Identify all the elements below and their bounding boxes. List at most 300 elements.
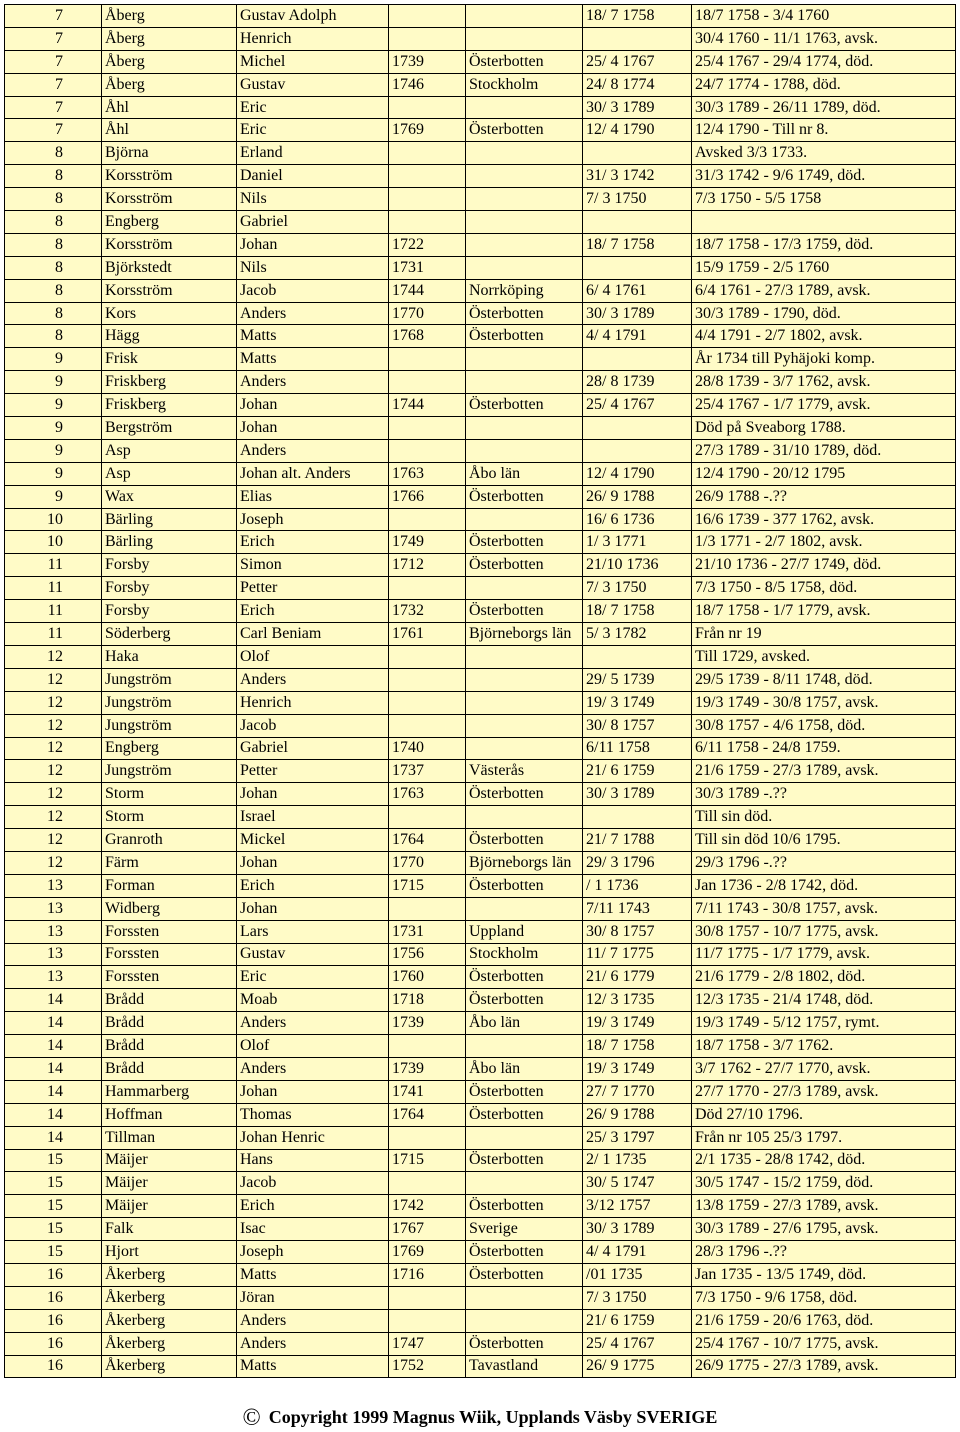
date-cell: 25/ 4 1767 (583, 50, 692, 73)
table-row (5, 1012, 956, 1035)
nr-cell: 7 (5, 27, 102, 50)
firstname-cell: Jöran (237, 1286, 389, 1309)
born-cell (389, 188, 466, 211)
table-row (5, 943, 956, 966)
table-row (5, 897, 956, 920)
born-cell: 1732 (389, 600, 466, 623)
surname-cell: Åkerberg (102, 1286, 237, 1309)
table-row (5, 371, 956, 394)
born-cell (389, 714, 466, 737)
born-cell (389, 142, 466, 165)
born-cell (389, 371, 466, 394)
date-cell: 7/ 3 1750 (583, 577, 692, 600)
table-row (5, 1172, 956, 1195)
born-cell: 1722 (389, 233, 466, 256)
nr-cell: 13 (5, 874, 102, 897)
table-row (5, 1103, 956, 1126)
date-cell: 26/ 9 1788 (583, 1103, 692, 1126)
copyright-icon: © (242, 1405, 261, 1431)
date-cell (583, 806, 692, 829)
surname-cell: Wax (102, 485, 237, 508)
nr-cell: 8 (5, 233, 102, 256)
nr-cell: 7 (5, 5, 102, 28)
nr-cell: 9 (5, 485, 102, 508)
nr-cell: 11 (5, 600, 102, 623)
table-row (5, 691, 956, 714)
firstname-cell: Erich (237, 874, 389, 897)
origin-cell: Österbotten (466, 1332, 583, 1355)
service-cell: 21/10 1736 - 27/7 1749, död. (692, 554, 956, 577)
service-cell: 31/3 1742 - 9/6 1749, död. (692, 165, 956, 188)
surname-cell: Haka (102, 645, 237, 668)
origin-cell: Österbotten (466, 119, 583, 142)
date-cell: 7/11 1743 (583, 897, 692, 920)
firstname-cell: Johan (237, 783, 389, 806)
origin-cell: Åbo län (466, 462, 583, 485)
surname-cell: Engberg (102, 211, 237, 234)
firstname-cell: Anders (237, 439, 389, 462)
firstname-cell: Mickel (237, 829, 389, 852)
surname-cell: Åberg (102, 5, 237, 28)
surname-cell: Bergström (102, 417, 237, 440)
surname-cell: Storm (102, 806, 237, 829)
firstname-cell: Johan (237, 851, 389, 874)
table-row (5, 439, 956, 462)
table-row (5, 462, 956, 485)
born-cell (389, 27, 466, 50)
origin-cell: Österbotten (466, 1195, 583, 1218)
firstname-cell: Johan Henric (237, 1126, 389, 1149)
service-cell: Jan 1736 - 2/8 1742, död. (692, 874, 956, 897)
origin-cell (466, 577, 583, 600)
nr-cell: 9 (5, 394, 102, 417)
origin-cell: Österbotten (466, 325, 583, 348)
origin-cell (466, 508, 583, 531)
date-cell: 24/ 8 1774 (583, 73, 692, 96)
date-cell: 21/ 6 1759 (583, 760, 692, 783)
origin-cell (466, 668, 583, 691)
firstname-cell: Simon (237, 554, 389, 577)
surname-cell: Jungström (102, 691, 237, 714)
service-cell: 16/6 1739 - 377 1762, avsk. (692, 508, 956, 531)
service-cell: 30/3 1789 - 27/6 1795, avsk. (692, 1218, 956, 1241)
origin-cell (466, 1126, 583, 1149)
nr-cell: 8 (5, 279, 102, 302)
born-cell: 1740 (389, 737, 466, 760)
surname-cell: Mäijer (102, 1149, 237, 1172)
service-cell: 3/7 1762 - 27/7 1770, avsk. (692, 1057, 956, 1080)
nr-cell: 11 (5, 623, 102, 646)
date-cell: 21/ 7 1788 (583, 829, 692, 852)
surname-cell: Hoffman (102, 1103, 237, 1126)
firstname-cell: Jacob (237, 1172, 389, 1195)
service-cell: 18/7 1758 - 3/4 1760 (692, 5, 956, 28)
born-cell: 1766 (389, 485, 466, 508)
origin-cell: Stockholm (466, 943, 583, 966)
firstname-cell: Matts (237, 348, 389, 371)
service-cell: 19/3 1749 - 30/8 1757, avsk. (692, 691, 956, 714)
firstname-cell: Moab (237, 989, 389, 1012)
surname-cell: Kors (102, 302, 237, 325)
born-cell: 1739 (389, 1057, 466, 1080)
born-cell: 1764 (389, 829, 466, 852)
date-cell: 27/ 7 1770 (583, 1080, 692, 1103)
table-row (5, 966, 956, 989)
born-cell (389, 691, 466, 714)
nr-cell: 8 (5, 302, 102, 325)
nr-cell: 14 (5, 1012, 102, 1035)
origin-cell (466, 371, 583, 394)
table-row (5, 394, 956, 417)
nr-cell: 12 (5, 737, 102, 760)
firstname-cell: Nils (237, 188, 389, 211)
table-row (5, 531, 956, 554)
table-row (5, 1286, 956, 1309)
table-row (5, 1057, 956, 1080)
surname-cell: Engberg (102, 737, 237, 760)
firstname-cell: Lars (237, 920, 389, 943)
service-cell: Jan 1735 - 13/5 1749, död. (692, 1263, 956, 1286)
surname-cell: Åkerberg (102, 1355, 237, 1378)
firstname-cell: Johan (237, 233, 389, 256)
nr-cell: 7 (5, 119, 102, 142)
origin-cell (466, 142, 583, 165)
date-cell: 21/10 1736 (583, 554, 692, 577)
nr-cell: 12 (5, 806, 102, 829)
origin-cell: Åbo län (466, 1057, 583, 1080)
service-cell: 7/3 1750 - 5/5 1758 (692, 188, 956, 211)
service-cell (692, 211, 956, 234)
surname-cell: Forsby (102, 577, 237, 600)
firstname-cell: Isac (237, 1218, 389, 1241)
origin-cell (466, 27, 583, 50)
date-cell: 28/ 8 1739 (583, 371, 692, 394)
surname-cell: Asp (102, 462, 237, 485)
firstname-cell: Johan (237, 897, 389, 920)
born-cell: 1763 (389, 783, 466, 806)
service-cell: 24/7 1774 - 1788, död. (692, 73, 956, 96)
born-cell: 1718 (389, 989, 466, 1012)
service-cell: År 1734 till Pyhäjoki komp. (692, 348, 956, 371)
born-cell: 1744 (389, 279, 466, 302)
service-cell: 4/4 1791 - 2/7 1802, avsk. (692, 325, 956, 348)
service-cell: 28/8 1739 - 3/7 1762, avsk. (692, 371, 956, 394)
firstname-cell: Johan (237, 417, 389, 440)
service-cell: Avsked 3/3 1733. (692, 142, 956, 165)
born-cell: 1768 (389, 325, 466, 348)
date-cell: 19/ 3 1749 (583, 691, 692, 714)
nr-cell: 8 (5, 142, 102, 165)
date-cell: 18/ 7 1758 (583, 1035, 692, 1058)
firstname-cell: Gabriel (237, 211, 389, 234)
nr-cell: 8 (5, 165, 102, 188)
origin-cell: Österbotten (466, 829, 583, 852)
surname-cell: Korsström (102, 165, 237, 188)
born-cell (389, 1286, 466, 1309)
table-row (5, 1309, 956, 1332)
born-cell: 1767 (389, 1218, 466, 1241)
firstname-cell: Matts (237, 1263, 389, 1286)
firstname-cell: Elias (237, 485, 389, 508)
born-cell: 1731 (389, 920, 466, 943)
surname-cell: Storm (102, 783, 237, 806)
firstname-cell: Daniel (237, 165, 389, 188)
origin-cell: Björneborgs län (466, 851, 583, 874)
surname-cell: Hägg (102, 325, 237, 348)
firstname-cell: Olof (237, 645, 389, 668)
origin-cell: Österbotten (466, 302, 583, 325)
born-cell: 1739 (389, 1012, 466, 1035)
nr-cell: 16 (5, 1263, 102, 1286)
nr-cell: 12 (5, 851, 102, 874)
date-cell: 25/ 3 1797 (583, 1126, 692, 1149)
date-cell: 7/ 3 1750 (583, 188, 692, 211)
table-row (5, 279, 956, 302)
nr-cell: 11 (5, 577, 102, 600)
nr-cell: 13 (5, 966, 102, 989)
origin-cell: Österbotten (466, 485, 583, 508)
nr-cell: 14 (5, 1080, 102, 1103)
firstname-cell: Nils (237, 256, 389, 279)
date-cell: 21/ 6 1759 (583, 1309, 692, 1332)
service-cell: 21/6 1759 - 27/3 1789, avsk. (692, 760, 956, 783)
table-row (5, 577, 956, 600)
service-cell: 18/7 1758 - 17/3 1759, död. (692, 233, 956, 256)
born-cell: 1770 (389, 851, 466, 874)
origin-cell: Österbotten (466, 874, 583, 897)
date-cell: 4/ 4 1791 (583, 325, 692, 348)
date-cell: 6/11 1758 (583, 737, 692, 760)
origin-cell: Björneborgs län (466, 623, 583, 646)
surname-cell: Mäijer (102, 1172, 237, 1195)
surname-cell: Åkerberg (102, 1332, 237, 1355)
born-cell (389, 1309, 466, 1332)
surname-cell: Forssten (102, 966, 237, 989)
nr-cell: 14 (5, 989, 102, 1012)
firstname-cell: Erich (237, 1195, 389, 1218)
table-row (5, 508, 956, 531)
date-cell: 12/ 3 1735 (583, 989, 692, 1012)
surname-cell: Brådd (102, 1035, 237, 1058)
service-cell: 25/4 1767 - 10/7 1775, avsk. (692, 1332, 956, 1355)
born-cell (389, 806, 466, 829)
date-cell: 11/ 7 1775 (583, 943, 692, 966)
date-cell: 16/ 6 1736 (583, 508, 692, 531)
date-cell: 29/ 3 1796 (583, 851, 692, 874)
table-row (5, 417, 956, 440)
surname-cell: Forssten (102, 920, 237, 943)
born-cell: 1715 (389, 1149, 466, 1172)
nr-cell: 13 (5, 943, 102, 966)
origin-cell: Norrköping (466, 279, 583, 302)
firstname-cell: Thomas (237, 1103, 389, 1126)
service-cell: Till sin död. (692, 806, 956, 829)
nr-cell: 8 (5, 256, 102, 279)
firstname-cell: Hans (237, 1149, 389, 1172)
nr-cell: 15 (5, 1195, 102, 1218)
firstname-cell: Gustav Adolph (237, 5, 389, 28)
service-cell: 25/4 1767 - 29/4 1774, död. (692, 50, 956, 73)
date-cell: 1/ 3 1771 (583, 531, 692, 554)
table-row (5, 1149, 956, 1172)
surname-cell: Hjort (102, 1241, 237, 1264)
table-row (5, 760, 956, 783)
service-cell: 19/3 1749 - 5/12 1757, rymt. (692, 1012, 956, 1035)
date-cell (583, 27, 692, 50)
surname-cell: Bärling (102, 508, 237, 531)
nr-cell: 16 (5, 1332, 102, 1355)
table-row (5, 348, 956, 371)
date-cell: 6/ 4 1761 (583, 279, 692, 302)
origin-cell: Tavastland (466, 1355, 583, 1378)
date-cell: 18/ 7 1758 (583, 600, 692, 623)
origin-cell (466, 439, 583, 462)
born-cell (389, 5, 466, 28)
table-row (5, 165, 956, 188)
date-cell: 26/ 9 1775 (583, 1355, 692, 1378)
surname-cell: Asp (102, 439, 237, 462)
born-cell: 1760 (389, 966, 466, 989)
origin-cell: Åbo län (466, 1012, 583, 1035)
surname-cell: Korsström (102, 233, 237, 256)
service-cell: 30/3 1789 -.?? (692, 783, 956, 806)
table-row (5, 600, 956, 623)
table-row (5, 211, 956, 234)
born-cell (389, 1172, 466, 1195)
origin-cell: Österbotten (466, 1149, 583, 1172)
nr-cell: 7 (5, 96, 102, 119)
born-cell: 1737 (389, 760, 466, 783)
table-row (5, 829, 956, 852)
service-cell: 11/7 1775 - 1/7 1779, avsk. (692, 943, 956, 966)
table-row (5, 50, 956, 73)
nr-cell: 10 (5, 531, 102, 554)
born-cell (389, 439, 466, 462)
surname-cell: Forsby (102, 554, 237, 577)
born-cell: 1747 (389, 1332, 466, 1355)
table-row (5, 233, 956, 256)
date-cell (583, 256, 692, 279)
firstname-cell: Eric (237, 119, 389, 142)
firstname-cell: Israel (237, 806, 389, 829)
table-row (5, 1195, 956, 1218)
nr-cell: 9 (5, 462, 102, 485)
nr-cell: 15 (5, 1218, 102, 1241)
origin-cell (466, 645, 583, 668)
origin-cell (466, 1035, 583, 1058)
service-cell: Död 27/10 1796. (692, 1103, 956, 1126)
date-cell: 18/ 7 1758 (583, 233, 692, 256)
date-cell: 30/ 3 1789 (583, 302, 692, 325)
born-cell (389, 211, 466, 234)
firstname-cell: Carl Beniam (237, 623, 389, 646)
nr-cell: 14 (5, 1103, 102, 1126)
surname-cell: Frisk (102, 348, 237, 371)
date-cell: 30/ 3 1789 (583, 783, 692, 806)
table-row (5, 73, 956, 96)
nr-cell: 8 (5, 211, 102, 234)
born-cell (389, 1035, 466, 1058)
service-cell: 2/1 1735 - 28/8 1742, död. (692, 1149, 956, 1172)
copyright-footer (0, 1405, 960, 1432)
origin-cell: Österbotten (466, 531, 583, 554)
origin-cell: Österbotten (466, 1263, 583, 1286)
firstname-cell: Erich (237, 600, 389, 623)
born-cell: 1752 (389, 1355, 466, 1378)
surname-cell: Korsström (102, 188, 237, 211)
surname-cell: Åkerberg (102, 1309, 237, 1332)
service-cell: Från nr 105 25/3 1797. (692, 1126, 956, 1149)
table-row (5, 874, 956, 897)
born-cell: 1746 (389, 73, 466, 96)
born-cell (389, 1126, 466, 1149)
surname-cell: Forman (102, 874, 237, 897)
nr-cell: 16 (5, 1309, 102, 1332)
service-cell: 30/3 1789 - 1790, död. (692, 302, 956, 325)
date-cell: 12/ 4 1790 (583, 119, 692, 142)
origin-cell (466, 1286, 583, 1309)
origin-cell (466, 96, 583, 119)
born-cell (389, 417, 466, 440)
firstname-cell: Petter (237, 760, 389, 783)
nr-cell: 15 (5, 1241, 102, 1264)
table-row (5, 737, 956, 760)
firstname-cell: Eric (237, 966, 389, 989)
service-cell: 27/3 1789 - 31/10 1789, död. (692, 439, 956, 462)
origin-cell: Stockholm (466, 73, 583, 96)
nr-cell: 13 (5, 920, 102, 943)
surname-cell: Friskberg (102, 371, 237, 394)
firstname-cell: Anders (237, 371, 389, 394)
origin-cell (466, 1309, 583, 1332)
origin-cell (466, 806, 583, 829)
date-cell (583, 142, 692, 165)
surname-cell: Widberg (102, 897, 237, 920)
table-row (5, 142, 956, 165)
firstname-cell: Henrich (237, 27, 389, 50)
table-row (5, 714, 956, 737)
service-cell: Till sin död 10/6 1795. (692, 829, 956, 852)
table-row (5, 485, 956, 508)
born-cell: 1715 (389, 874, 466, 897)
table-row (5, 119, 956, 142)
date-cell (583, 439, 692, 462)
surname-cell: Brådd (102, 989, 237, 1012)
nr-cell: 8 (5, 188, 102, 211)
firstname-cell: Matts (237, 325, 389, 348)
firstname-cell: Johan (237, 1080, 389, 1103)
firstname-cell: Olof (237, 1035, 389, 1058)
nr-cell: 13 (5, 897, 102, 920)
date-cell (583, 348, 692, 371)
born-cell: 1769 (389, 1241, 466, 1264)
surname-cell: Färm (102, 851, 237, 874)
origin-cell: Sverige (466, 1218, 583, 1241)
origin-cell (466, 691, 583, 714)
date-cell: 30/ 5 1747 (583, 1172, 692, 1195)
surname-cell: Jungström (102, 668, 237, 691)
service-cell: 1/3 1771 - 2/7 1802, avsk. (692, 531, 956, 554)
soldier-roster-table (4, 4, 956, 1378)
table-row (5, 1080, 956, 1103)
date-cell: 25/ 4 1767 (583, 394, 692, 417)
date-cell: 31/ 3 1742 (583, 165, 692, 188)
born-cell: 1756 (389, 943, 466, 966)
born-cell (389, 897, 466, 920)
table-row (5, 1332, 956, 1355)
table-row (5, 645, 956, 668)
origin-cell: Västerås (466, 760, 583, 783)
